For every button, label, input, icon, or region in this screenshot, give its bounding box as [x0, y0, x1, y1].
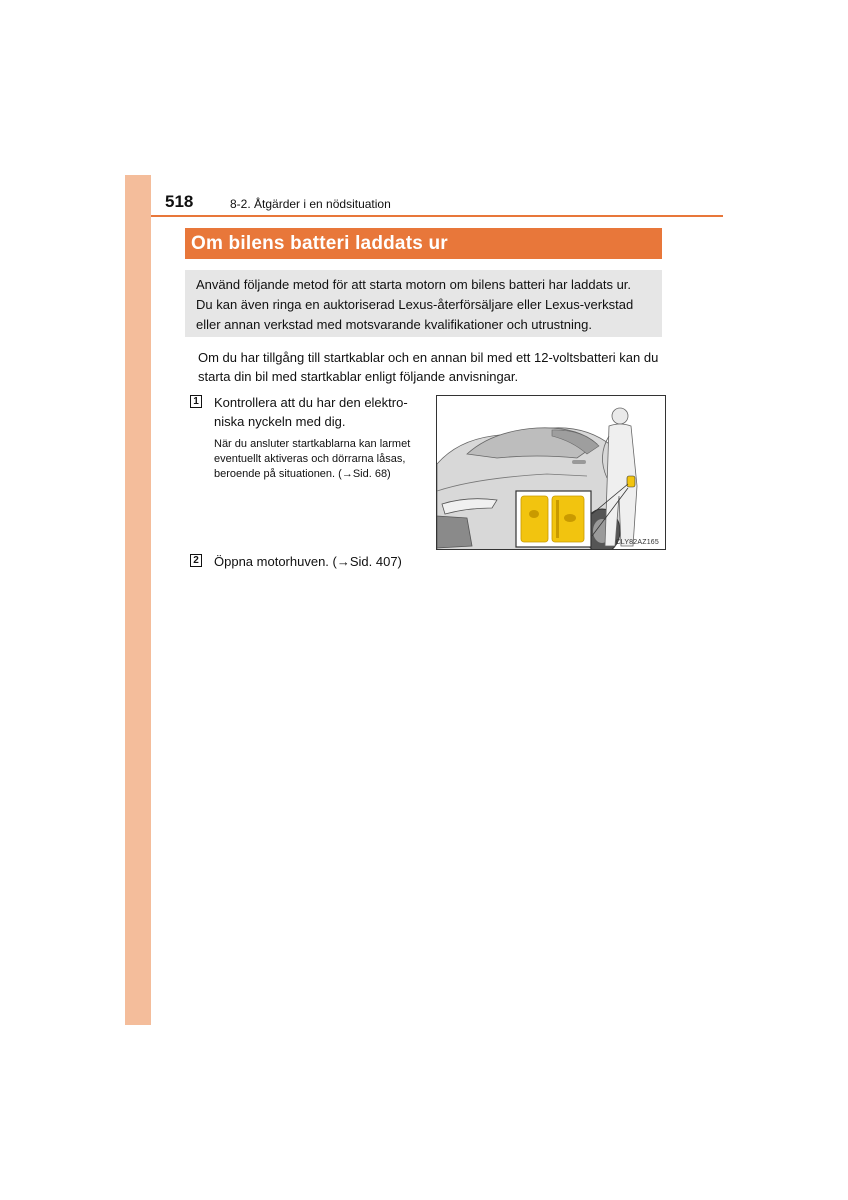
intro-line: Du kan även ringa en auktoriserad Lexus-återförsäljare eller Lexus-verkstad [196, 297, 634, 312]
step-number-badge: 1 [190, 395, 202, 408]
section-title: 8-2. Åtgärder i en nödsituation [230, 197, 391, 211]
illustration-code: CLY82AZ165 [615, 539, 659, 546]
page-title: Om bilens batteri laddats ur [185, 228, 662, 259]
paragraph-line: Om du har tillgång till startkablar och en annan bil med ett 12-voltsbatteri kan du [198, 350, 659, 365]
note-line: beroende på situationen. (→Sid. 68) [214, 468, 391, 480]
key-fob-front-icon [521, 496, 548, 542]
step-1-note [214, 437, 424, 482]
step-number-badge: 2 [190, 554, 202, 567]
intro-line: eller annan verkstad med motsvarande kvalifikationer och utrustning. [196, 317, 592, 332]
intro-line: Använd följande metod för att starta motorn om bilens batteri har laddats ur. [196, 277, 632, 292]
step-text: Öppna motorhuven. (→Sid. 407) [214, 554, 402, 569]
intro-box [185, 270, 662, 337]
page-number: 518 [165, 192, 194, 211]
header-rule [151, 215, 723, 217]
side-band [125, 175, 151, 1025]
step-2 [190, 552, 490, 574]
note-line: När du ansluter startkablarna kan larmet [214, 438, 411, 450]
note-line: eventuellt aktiveras och dörrarna låsas, [214, 453, 406, 465]
car-with-person-illustration [437, 396, 666, 550]
step-line: niska nyckeln med dig. [214, 414, 346, 429]
step-line: Kontrollera att du har den elektro- [214, 395, 408, 410]
car-key-illustration [436, 395, 666, 550]
step-text [214, 393, 426, 431]
paragraph-line: starta din bil med startkablar enligt följande anvisningar. [198, 369, 519, 384]
body-paragraph [198, 348, 664, 386]
